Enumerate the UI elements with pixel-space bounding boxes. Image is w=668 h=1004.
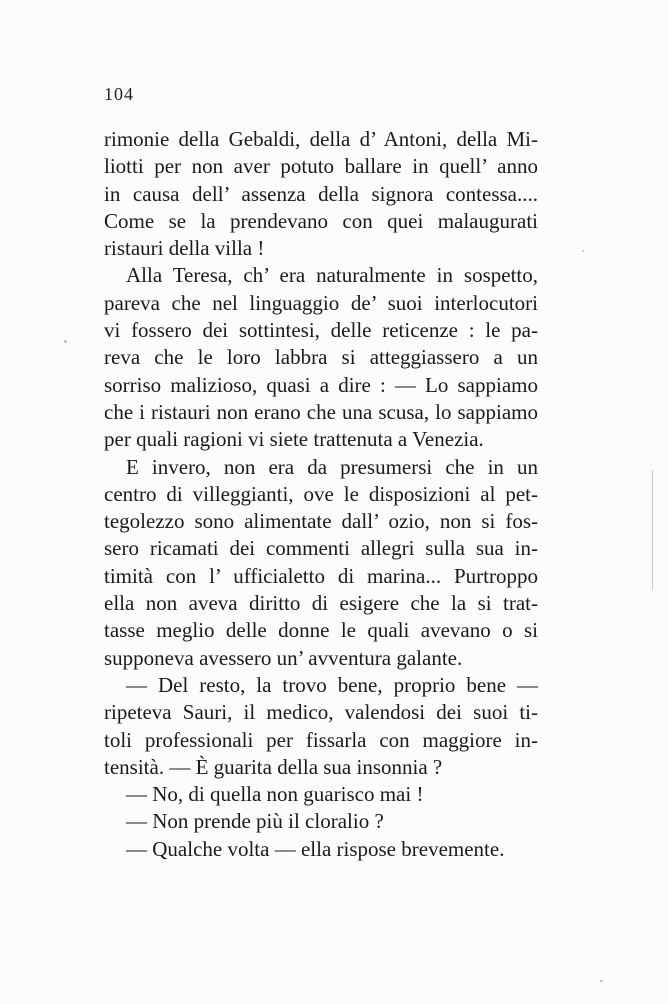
text-line: sero ricamati dei commenti allegri sulla sua in-: [104, 536, 538, 561]
text-line: timità con l’ ufficialetto di marina... Purtroppo: [104, 563, 538, 588]
page-number: 104: [104, 84, 134, 104]
text-line: ripeteva Sauri, il medico, valendosi dei suoi ti-: [104, 700, 538, 725]
text-line: pareva che nel linguaggio de’ suoi interlocutori: [104, 290, 538, 315]
text-line: rimonie della Gebaldi, della d’ Antoni, della Mi-: [104, 127, 538, 151]
text-line: Come se la prendevano con quei malaugurati: [104, 208, 538, 233]
text-line: in causa dell’ assenza della signora contessa....: [104, 181, 538, 206]
text-line: — Qualche volta — ella rispose brevemente.: [126, 836, 505, 861]
text-line: tensità. — È guarita della sua insonnia ?: [104, 754, 443, 779]
text-line: vi fossero dei sottintesi, delle reticenze : le pa-: [104, 318, 538, 343]
text-line: che i ristauri non erano che una scusa, lo sappiamo: [104, 399, 538, 424]
text-line: toli professionali per fissarla con maggiore in-: [104, 727, 538, 752]
page-text: [104, 126, 538, 863]
text-line: — Non prende più il cloralio ?: [126, 809, 384, 834]
text-line: sorriso malizioso, quasi a dire : — Lo sappiamo: [104, 372, 538, 397]
text-line: supponeva avessero un’ avventura galante.: [104, 645, 463, 670]
text-line: centro di villeggianti, ove le disposizioni al pet-: [104, 481, 538, 506]
paper-edge-mark: [652, 470, 653, 590]
paper-speck: [582, 250, 584, 252]
paper-speck: [64, 340, 67, 343]
text-line: E invero, non era da presumersi che in un: [126, 454, 538, 479]
text-line: reva che le loro labbra si atteggiassero a un: [104, 345, 538, 370]
text-line: — Del resto, la trovo bene, proprio bene —: [126, 672, 538, 697]
text-line: — No, di quella non guarisco mai !: [126, 782, 424, 807]
paper-speck: [600, 980, 603, 982]
text-line: per quali ragioni vi siete trattenuta a Venezia.: [104, 427, 484, 452]
text-line: ristauri della villa !: [104, 236, 265, 261]
text-line: Alla Teresa, ch’ era naturalmente in sospetto,: [126, 263, 538, 288]
text-line: tegolezzo sono alimentate dall’ ozio, non si fos-: [104, 509, 538, 534]
text-line: tasse meglio delle donne le quali avevano o si: [104, 618, 538, 643]
text-line: liotti per non aver potuto ballare in quell’ anno: [104, 154, 538, 179]
text-line: ella non aveva diritto di esigere che la si trat-: [104, 591, 538, 616]
